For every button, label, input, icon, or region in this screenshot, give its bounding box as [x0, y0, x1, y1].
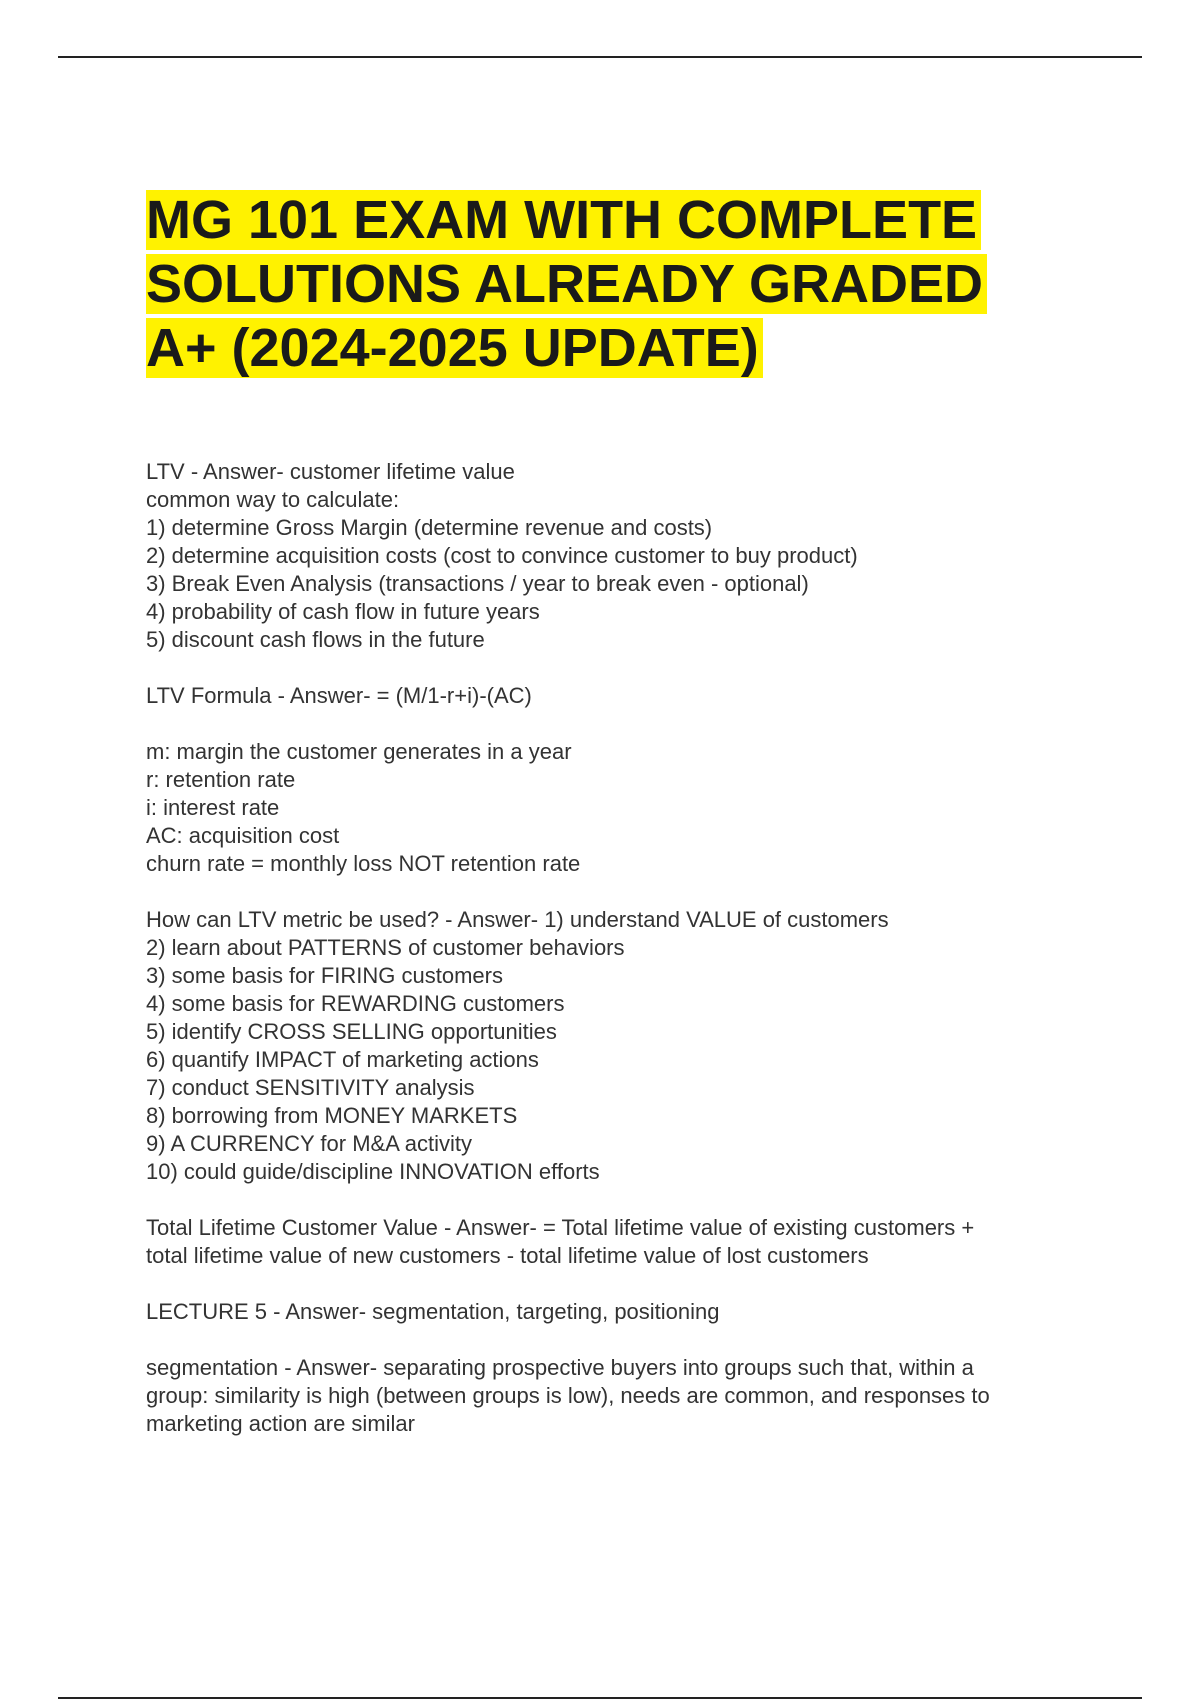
text-line: total lifetime value of new customers - total lifetime value of lost customers [146, 1243, 869, 1268]
text-line: 5) identify CROSS SELLING opportunities [146, 1019, 557, 1044]
qa-entry [146, 1298, 1086, 1326]
text-line: churn rate = monthly loss NOT retention rate [146, 851, 581, 876]
text-line: group: similarity is high (between groups is low), needs are common, and responses to [146, 1383, 990, 1408]
qa-entry [146, 1214, 1086, 1270]
text-line: 1) determine Gross Margin (determine revenue and costs) [146, 515, 713, 540]
text-line: 3) some basis for FIRING customers [146, 963, 503, 988]
text-line: marketing action are similar [146, 1411, 415, 1436]
qa-entry [146, 738, 1086, 878]
text-line: 9) A CURRENCY for M&A activity [146, 1131, 473, 1156]
text-line: 3) Break Even Analysis (transactions / year to break even - optional) [146, 571, 809, 596]
text-line: 4) some basis for REWARDING customers [146, 991, 565, 1016]
text-line: common way to calculate: [146, 487, 400, 512]
text-line: 7) conduct SENSITIVITY analysis [146, 1075, 475, 1100]
text-line: i: interest rate [146, 795, 280, 820]
top-divider [58, 56, 1142, 58]
text-line: 2) learn about PATTERNS of customer behaviors [146, 935, 625, 960]
text-line: AC: acquisition cost [146, 823, 340, 848]
text-line: 10) could guide/discipline INNOVATION efforts [146, 1159, 600, 1184]
text-line: 5) discount cash flows in the future [146, 627, 485, 652]
text-line: LTV - Answer- customer lifetime value [146, 459, 515, 484]
qa-entry [146, 458, 1086, 654]
text-line: 4) probability of cash flow in future years [146, 599, 540, 624]
text-line: Total Lifetime Customer Value - Answer- = Total lifetime value of existing customers + [146, 1215, 975, 1240]
text-line: m: margin the customer generates in a year [146, 739, 572, 764]
text-line: 6) quantify IMPACT of marketing actions [146, 1047, 539, 1072]
bottom-divider [58, 1697, 1142, 1699]
qa-entry [146, 682, 1086, 710]
text-line: segmentation - Answer- separating prospective buyers into groups such that, within a [146, 1355, 974, 1380]
text-line: How can LTV metric be used? - Answer- 1) understand VALUE of customers [146, 907, 889, 932]
qa-entry [146, 1354, 1086, 1438]
text-line: LTV Formula - Answer- = (M/1-r+i)-(AC) [146, 683, 532, 708]
page-title [146, 188, 1046, 380]
document-body [146, 458, 1086, 1466]
text-line: r: retention rate [146, 767, 296, 792]
qa-entry [146, 906, 1086, 1186]
title-highlight: MG 101 EXAM WITH COMPLETE SOLUTIONS ALREADY GRADED A+ (2024-2025 UPDATE) [146, 190, 987, 378]
text-line: 2) determine acquisition costs (cost to convince customer to buy product) [146, 543, 858, 568]
text-line: 8) borrowing from MONEY MARKETS [146, 1103, 518, 1128]
text-line: LECTURE 5 - Answer- segmentation, targeting, positioning [146, 1299, 720, 1324]
